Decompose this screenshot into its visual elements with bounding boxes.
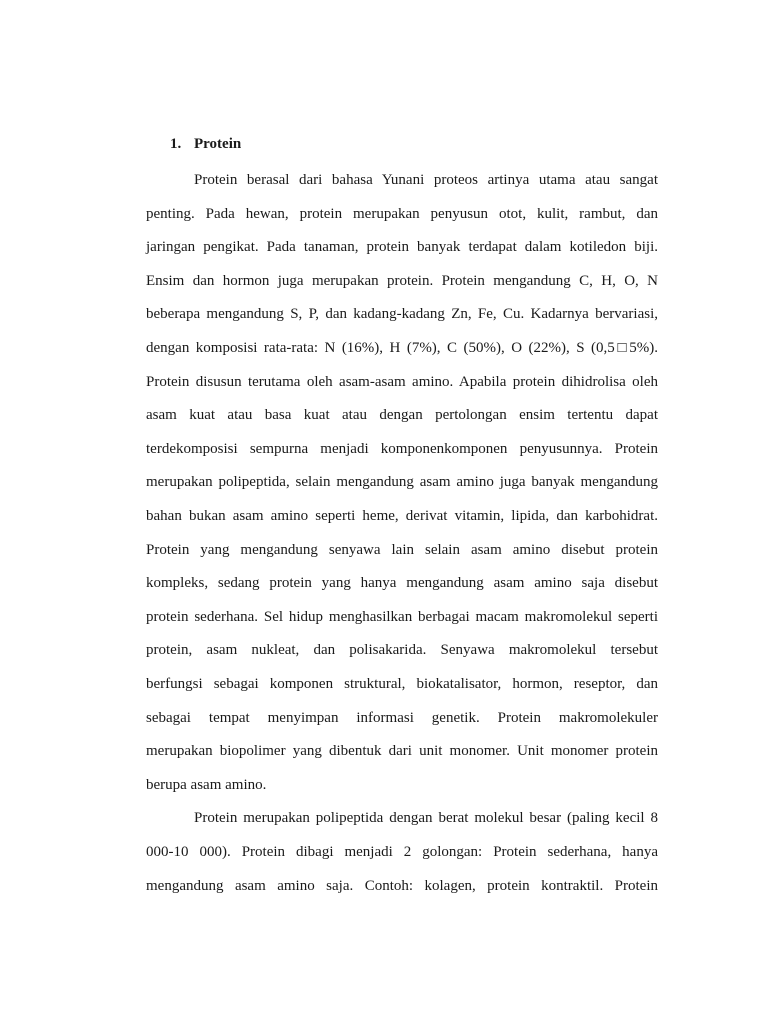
- section-heading: [170, 136, 241, 153]
- paragraph-line: Protein merupakan polipeptida dengan berat molekul besar (paling kecil 8: [194, 810, 658, 826]
- paragraph-line: terdekomposisi sempurna menjadi komponenkomponen penyusunnya. Protein: [146, 441, 658, 457]
- paragraph-line: berfungsi sebagai komponen struktural, biokatalisator, hormon, reseptor, dan: [146, 676, 658, 692]
- paragraph-line: Protein disusun terutama oleh asam-asam amino. Apabila protein dihidrolisa oleh: [146, 374, 658, 390]
- paragraph-line: Ensim dan hormon juga merupakan protein. Protein mengandung C, H, O, N: [146, 273, 658, 289]
- paragraph-line: protein, asam nukleat, dan polisakarida. Senyawa makromolekul tersebut: [146, 642, 658, 658]
- paragraph-line: Protein yang mengandung senyawa lain selain asam amino disebut protein: [146, 542, 658, 558]
- paragraph-line: beberapa mengandung S, P, dan kadang-kadang Zn, Fe, Cu. Kadarnya bervariasi,: [146, 306, 658, 322]
- paragraph-line: bahan bukan asam amino seperti heme, derivat vitamin, lipida, dan karbohidrat.: [146, 508, 658, 524]
- paragraph-line: sebagai tempat menyimpan informasi genetik. Protein makromolekuler: [146, 710, 658, 726]
- section-number: 1.: [170, 136, 182, 152]
- paragraph-line: jaringan pengikat. Pada tanaman, protein banyak terdapat dalam kotiledon biji.: [146, 239, 658, 255]
- paragraph-line: dengan komposisi rata-rata: N (16%), H (7%), C (50%), O (22%), S (0,5□5%).: [146, 340, 658, 356]
- paragraph-line: 000-10 000). Protein dibagi menjadi 2 golongan: Protein sederhana, hanya: [146, 844, 658, 860]
- paragraph-line: protein sederhana. Sel hidup menghasilkan berbagai macam makromolekul seperti: [146, 609, 658, 625]
- paragraph-line: berupa asam amino.: [146, 777, 267, 793]
- paragraph-line: penting. Pada hewan, protein merupakan penyusun otot, kulit, rambut, dan: [146, 206, 658, 222]
- section-title: Protein: [194, 136, 242, 152]
- paragraph-line: merupakan polipeptida, selain mengandung asam amino juga banyak mengandung: [146, 474, 658, 490]
- paragraph-line: merupakan biopolimer yang dibentuk dari unit monomer. Unit monomer protein: [146, 743, 658, 759]
- paragraph-line: mengandung asam amino saja. Contoh: kolagen, protein kontraktil. Protein: [146, 878, 658, 894]
- paragraph-line: asam kuat atau basa kuat atau dengan pertolongan ensim tertentu dapat: [146, 407, 658, 423]
- paragraph-line: Protein berasal dari bahasa Yunani proteos artinya utama atau sangat: [194, 172, 658, 188]
- paragraph-line: kompleks, sedang protein yang hanya mengandung asam amino saja disebut: [146, 575, 658, 591]
